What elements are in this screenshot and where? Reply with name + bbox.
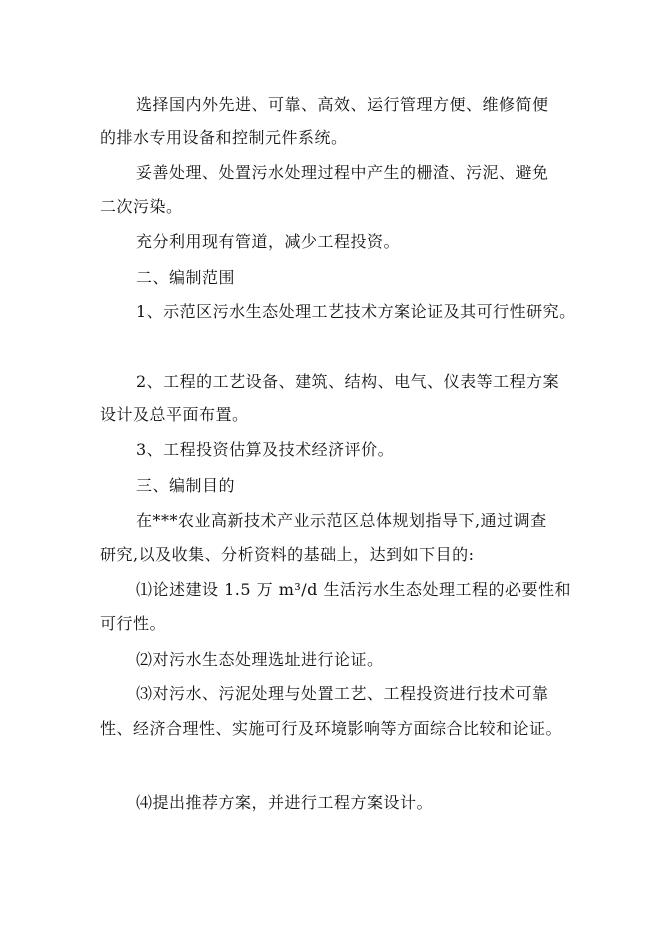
- text-line: 设计及总平面布置。: [100, 405, 249, 424]
- text-line: 选择国内外先进、可靠、高效、运行管理方便、维修简便: [136, 95, 549, 114]
- section-heading: 二、编制范围: [136, 268, 236, 287]
- text-line: 3、工程投资估算及技术经济评价。: [136, 440, 395, 459]
- text-line: 可行性。: [100, 614, 167, 633]
- text-line: 在***农业高新技术产业示范区总体规划指导下,通过调查: [136, 511, 547, 530]
- text-line: ⑵对污水生态处理选址进行论证。: [136, 650, 384, 669]
- text-line: ⑷提出推荐方案，并进行工程方案设计。: [136, 793, 434, 812]
- text-line: 2、工程的工艺设备、建筑、结构、电气、仪表等工程方案: [136, 372, 560, 391]
- text-line: 的排水专用设备和控制元件系统。: [100, 128, 348, 147]
- section-heading: 三、编制目的: [136, 476, 236, 495]
- text-line: 性、经济合理性、实施可行及环境影响等方面综合比较和论证。: [100, 719, 563, 738]
- text-line: ⑴论述建设 1.5 万 m³/d 生活污水生态处理工程的必要性和: [136, 580, 572, 599]
- text-line: 二次污染。: [100, 197, 183, 216]
- text-line: ⑶对污水、污泥处理与处置工艺、工程投资进行技术可靠: [136, 684, 549, 703]
- text-line: 研究,以及收集、分析资料的基础上，达到如下目的:: [100, 545, 475, 564]
- text-line: 妥善处理、处置污水处理过程中产生的栅渣、污泥、避免: [136, 163, 549, 182]
- text-line: 1、示范区污水生态处理工艺技术方案论证及其可行性研究。: [136, 302, 576, 321]
- text-line: 充分利用现有管道，减少工程投资。: [136, 232, 401, 251]
